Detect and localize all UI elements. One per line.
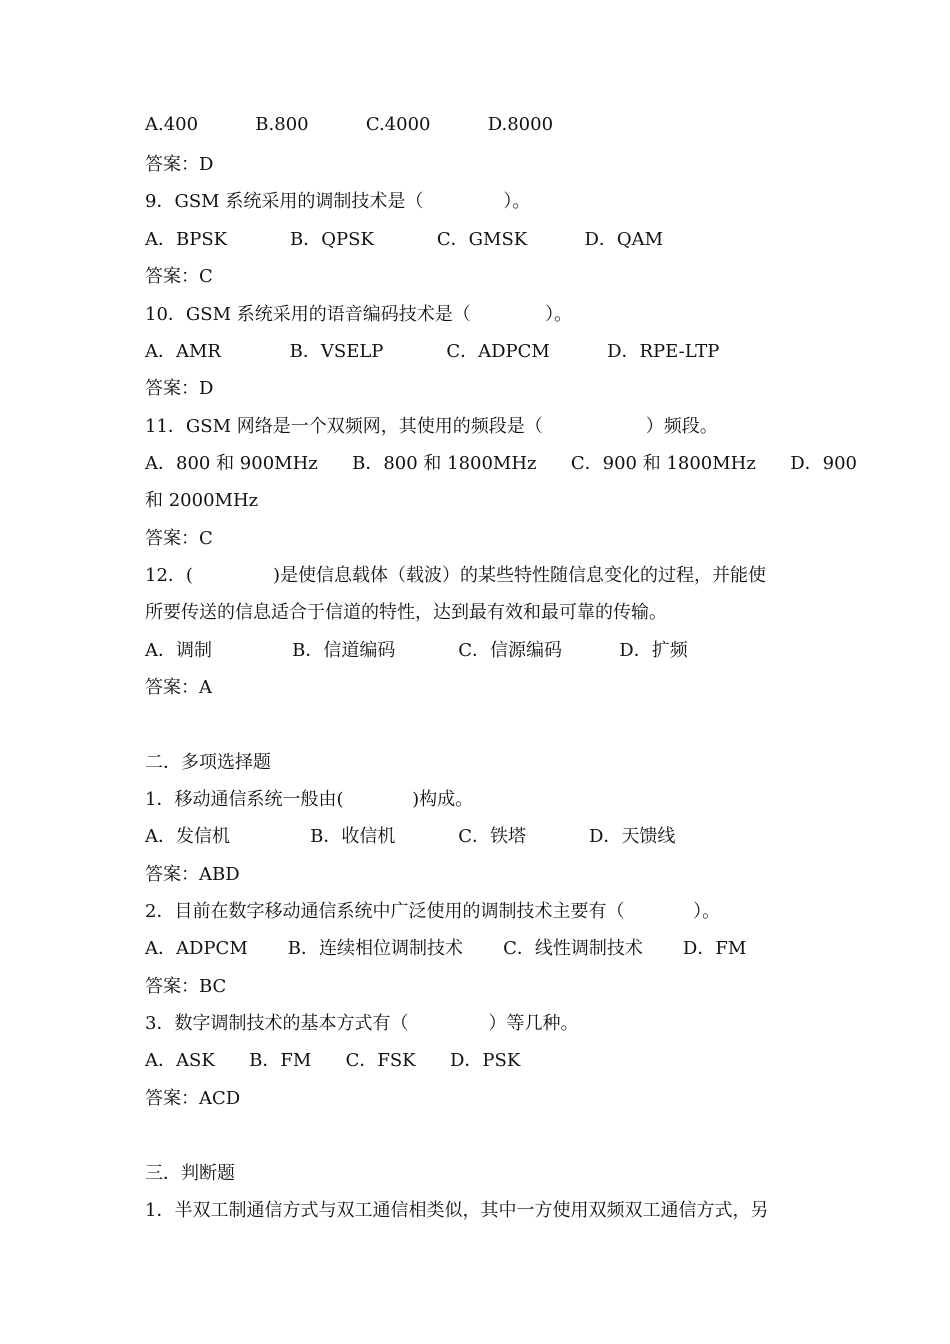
option-line: A．发信机 B．收信机 C．铁塔 D．天馈线 <box>145 826 676 847</box>
option-line-continuation: 和 2000MHz <box>145 490 259 511</box>
answer-line: 答案：ACD <box>145 1088 241 1109</box>
answer-line: 答案：C <box>145 528 213 549</box>
answer-line: 答案：ABD <box>145 864 240 885</box>
question-line: 2．目前在数字移动通信系统中广泛使用的调制技术主要有（ ）。 <box>145 901 721 922</box>
answer-line: 答案：A <box>145 677 212 698</box>
question-line: 1．半双工制通信方式与双工通信相类似，其中一方使用双频双工通信方式，另 <box>145 1200 769 1221</box>
question-line-continuation: 所要传送的信息适合于信道的特性，达到最有效和最可靠的传输。 <box>145 602 667 623</box>
answer-line: 答案：D <box>145 154 214 175</box>
option-line: A．BPSK B．QPSK C．GMSK D．QAM <box>145 229 664 250</box>
question-line: 11．GSM 网络是一个双频网，其使用的频段是（ ）频段。 <box>145 416 718 437</box>
section-heading: 三．判断题 <box>145 1163 235 1184</box>
question-line: 12．( )是使信息载体（载波）的某些特性随信息变化的过程，并能使 <box>145 565 767 586</box>
question-line: 1．移动通信系统一般由( )构成。 <box>145 789 474 810</box>
section-heading: 二．多项选择题 <box>145 752 271 773</box>
answer-line: 答案：BC <box>145 976 227 997</box>
option-line: A．800 和 900MHz B．800 和 1800MHz C．900 和 1800MHz D．900 <box>145 453 857 474</box>
question-line: 10．GSM 系统采用的语音编码技术是（ ）。 <box>145 304 573 325</box>
answer-line: 答案：C <box>145 266 213 287</box>
answer-line: 答案：D <box>145 378 214 399</box>
option-line: A．ADPCM B．连续相位调制技术 C．线性调制技术 D．FM <box>145 938 747 959</box>
option-line: A．AMR B．VSELP C．ADPCM D．RPE-LTP <box>145 341 720 362</box>
option-line: A．ASK B．FM C．FSK D．PSK <box>145 1050 521 1071</box>
option-line: A．调制 B．信道编码 C．信源编码 D．扩频 <box>145 640 688 661</box>
question-line: 3．数字调制技术的基本方式有（ ）等几种。 <box>145 1013 579 1034</box>
question-line: 9．GSM 系统采用的调制技术是（ ）。 <box>145 191 531 212</box>
option-line: A.400 B.800 C.4000 D.8000 <box>145 114 554 135</box>
